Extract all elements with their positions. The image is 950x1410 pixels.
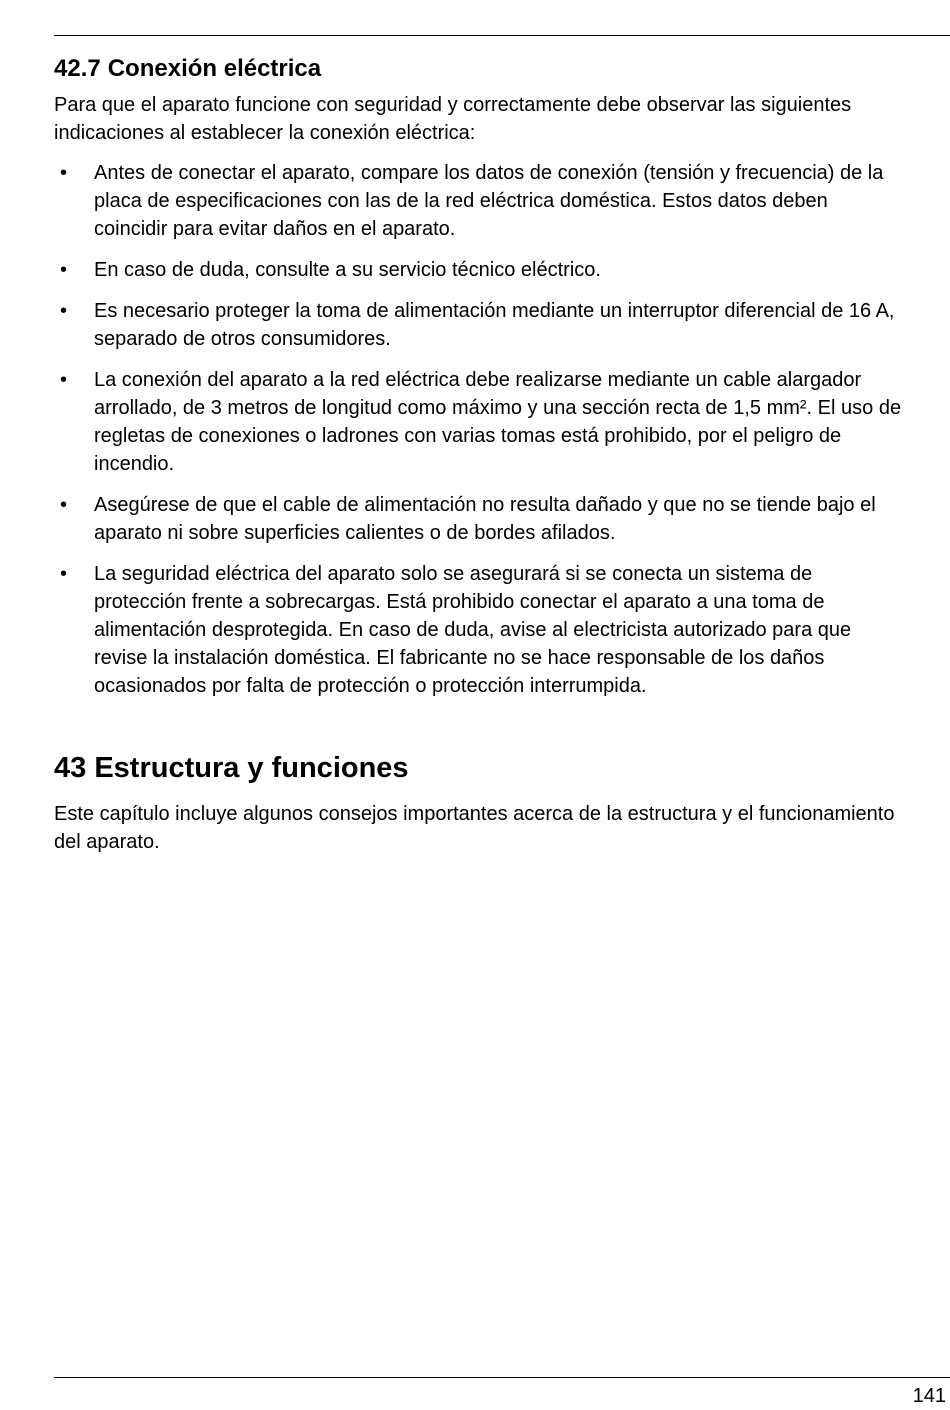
bullet-list [54,159,904,700]
section-heading [54,52,904,86]
section-number: 42.7 [54,55,101,82]
bullet-item [54,366,904,478]
page-content [54,52,904,856]
bullet-text: La conexión del aparato a la red eléctrica debe realizarse mediante un cable alargador arrollado, de 3 metros de longitud como máximo y una sección recta de 1,5 mm². El uso de regletas de conexiones o ladrones con varias tomas está prohibido, por el peligro de incendio. [94,369,902,475]
header-rule [54,35,950,36]
bullet-icon: • [60,563,68,585]
section-title: Conexión eléctrica [107,55,322,82]
bullet-item [54,159,904,243]
bullet-item [54,297,904,353]
bullet-icon: • [60,162,68,184]
bullet-item [54,491,904,547]
bullet-text: Es necesario proteger la toma de alimentación mediante un interruptor diferencial de 16 A, separado de otros consumidores. [94,300,895,350]
page-number: 141 [912,1385,946,1407]
footer-rule [54,1377,950,1378]
bullet-icon: • [60,259,68,281]
chapter-heading: 43 Estructura y funciones [54,752,409,784]
chapter-intro: Este capítulo incluye algunos consejos importantes acerca de la estructura y el funcionamiento del aparato. [54,803,895,853]
bullet-icon: • [60,300,68,322]
bullet-text: Asegúrese de que el cable de alimentación no resulta dañado y que no se tiende bajo el aparato ni sobre superficies calientes o de bordes afilados. [94,494,876,544]
bullet-icon: • [60,494,68,516]
bullet-text: En caso de duda, consulte a su servicio técnico eléctrico. [94,259,601,281]
section-intro: Para que el aparato funcione con seguridad y correctamente debe observar las siguientes indicaciones al establecer la conexión eléctrica: [54,94,852,144]
bullet-icon: • [60,369,68,391]
bullet-text: La seguridad eléctrica del aparato solo se asegurará si se conecta un sistema de protección frente a sobrecargas. Está prohibido conectar el aparato a una toma de alimentación desprotegida. En caso de duda, avise al electricista autorizado para que revise la instalación doméstica. El fabricante no se hace responsable de los daños ocasionados por falta de protección o protección interrumpida. [94,563,852,697]
bullet-item [54,560,904,700]
bullet-item [54,256,904,284]
bullet-text: Antes de conectar el aparato, compare los datos de conexión (tensión y frecuencia) de la placa de especificaciones con las de la red eléctrica doméstica. Estos datos deben coincidir para evitar daños en el aparato. [94,162,884,240]
